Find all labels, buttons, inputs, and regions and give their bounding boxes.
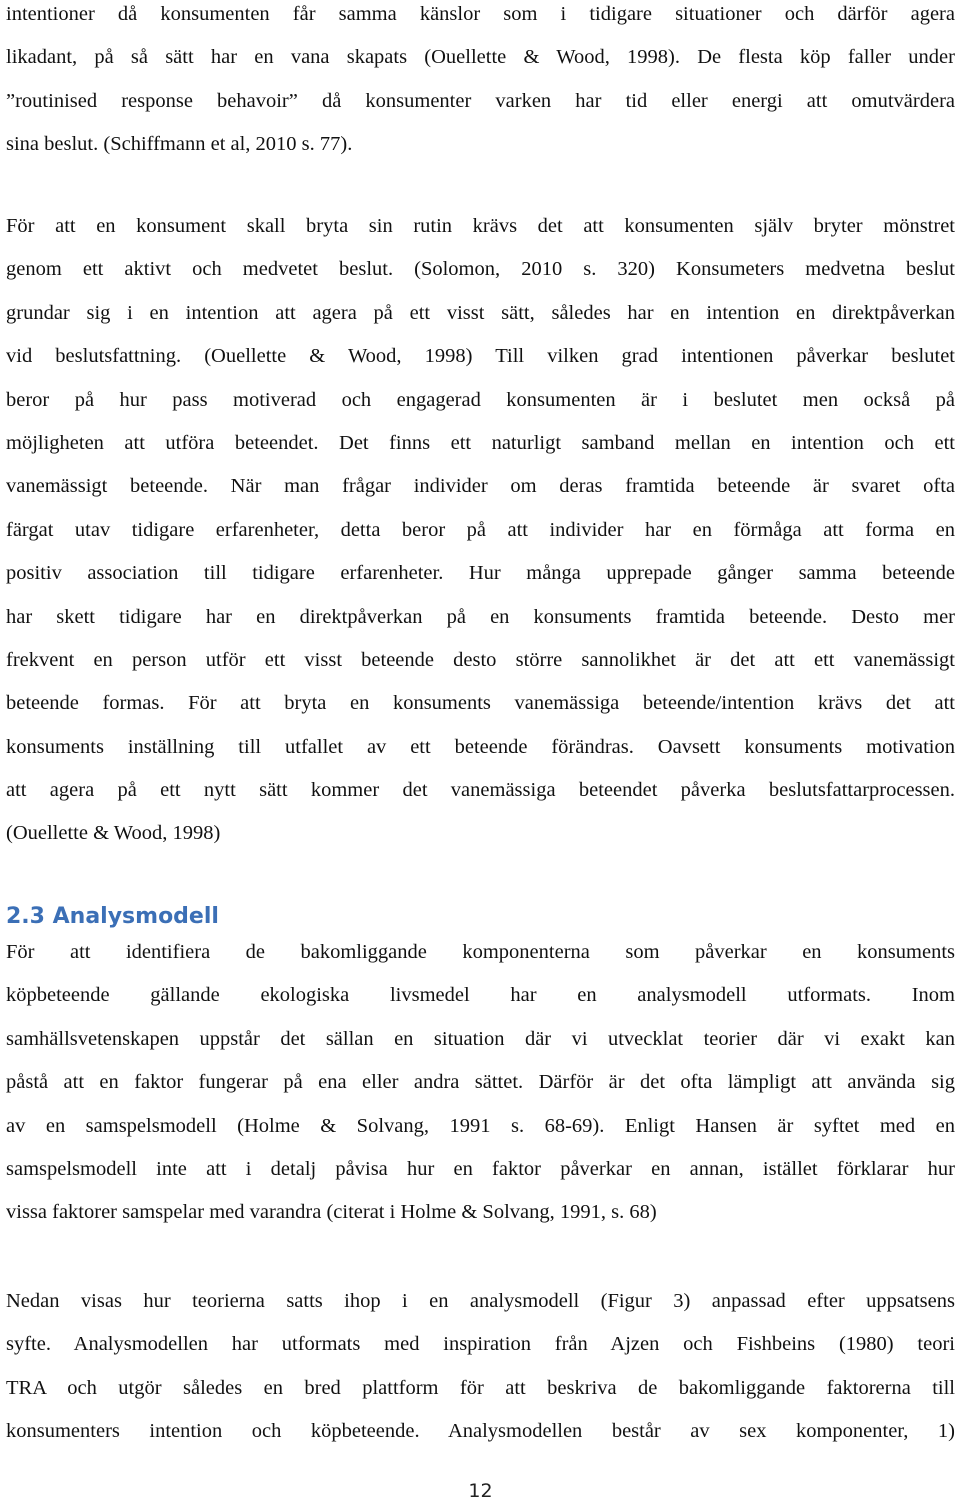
paragraph-line: vissa faktorer samspelar med varandra (citerat i Holme & Solvang, 1991, s. 68): [6, 1201, 657, 1224]
paragraph-line: samhällsvetenskapen uppstår det sällan en situation där vi utvecklat teorier där vi exakt kan: [6, 1027, 955, 1050]
paragraph-line: färgat utav tidigare erfarenheter, detta beror på att individer har en förmåga att forma en: [6, 518, 955, 541]
paragraph-line: köpbeteende gällande ekologiska livsmedel har en analysmodell utformats. Inom: [6, 984, 955, 1007]
paragraph-line: vanemässigt beteende. När man frågar individer om deras framtida beteende är svaret ofta: [6, 475, 955, 498]
paragraph-line: syfte. Analysmodellen har utformats med inspiration från Ajzen och Fishbeins (1980) teori: [6, 1333, 955, 1356]
paragraph-line: sina beslut. (Schiffmann et al, 2010 s. 77).: [6, 133, 353, 156]
paragraph-line: genom ett aktivt och medvetet beslut. (Solomon, 2010 s. 320) Konsumeters medvetna beslut: [6, 258, 955, 281]
paragraph-line: intentioner då konsumenten får samma känslor som i tidigare situationer och därför agera: [6, 3, 955, 25]
paragraph-line: positiv association till tidigare erfarenheter. Hur många upprepade gånger samma beteende: [6, 562, 955, 585]
paragraph-habit-formation: [6, 0, 955, 167]
paragraph-line: av en samspelsmodell (Holme & Solvang, 1991 s. 68-69). Enligt Hansen är syftet med en: [6, 1114, 955, 1137]
paragraph-line: Nedan visas hur teorierna satts ihop i en analysmodell (Figur 3) anpassad efter uppsatsens: [6, 1290, 955, 1312]
paragraph-line: likadant, på så sätt har en vana skapats (Ouellette & Wood, 1998). De flesta köp faller under: [6, 46, 955, 69]
paragraph-line: har skett tidigare har en direktpåverkan på en konsuments framtida beteende. Desto mer: [6, 605, 955, 628]
paragraph-line: att agera på ett nytt sätt kommer det vanemässiga beteendet påverka beslutsfattarprocessen.: [6, 779, 955, 802]
paragraph-line: beteende formas. För att bryta en konsuments vanemässiga beteende/intention krävs det att: [6, 692, 955, 715]
paragraph-breaking-routine: [6, 205, 955, 856]
paragraph-analysis-model: [6, 931, 955, 1235]
page-number: 12: [468, 1480, 493, 1502]
paragraph-line: beror på hur pass motiverad och engagerad konsumenten är i beslutet men också på: [6, 388, 955, 411]
paragraph-line: TRA och utgör således en bred plattform för att beskriva de bakomliggande faktorerna till: [6, 1376, 955, 1399]
paragraph-line: konsumenters intention och köpbeteende. Analysmodellen består av sex komponenter, 1): [6, 1420, 955, 1443]
paragraph-line: ”routinised response behavoir” då konsumenter varken har tid eller energi att omutvärdera: [6, 89, 955, 112]
section-heading: 2.3 Analysmodell: [6, 904, 219, 929]
document-page: [6, 0, 955, 1508]
paragraph-line: För att en konsument skall bryta sin rutin krävs det att konsumenten själv bryter mönstret: [6, 215, 955, 237]
paragraph-model-description: [6, 1280, 955, 1454]
paragraph-line: konsuments inställning till utfallet av ett beteende förändras. Oavsett konsuments motivation: [6, 735, 955, 758]
paragraph-line: möjligheten att utföra beteendet. Det finns ett naturligt samband mellan en intention och ett: [6, 431, 955, 454]
paragraph-line: samspelsmodell inte att i detalj påvisa hur en faktor påverkar en annan, istället förklarar hur: [6, 1157, 955, 1180]
paragraph-line: grundar sig i en intention att agera på ett visst sätt, således har en intention en direktpåverkan: [6, 301, 955, 324]
paragraph-line: påstå att en faktor fungerar på ena eller andra sättet. Därför är det ofta lämpligt att använda sig: [6, 1071, 955, 1094]
paragraph-line: (Ouellette & Wood, 1998): [6, 822, 221, 845]
paragraph-line: frekvent en person utför ett visst beteende desto större sannolikhet är det att ett vanemässigt: [6, 648, 955, 671]
paragraph-line: För att identifiera de bakomliggande komponenterna som påverkar en konsuments: [6, 941, 955, 963]
paragraph-line: vid beslutsfattning. (Ouellette & Wood, 1998) Till vilken grad intentionen påverkar beslutet: [6, 345, 955, 368]
